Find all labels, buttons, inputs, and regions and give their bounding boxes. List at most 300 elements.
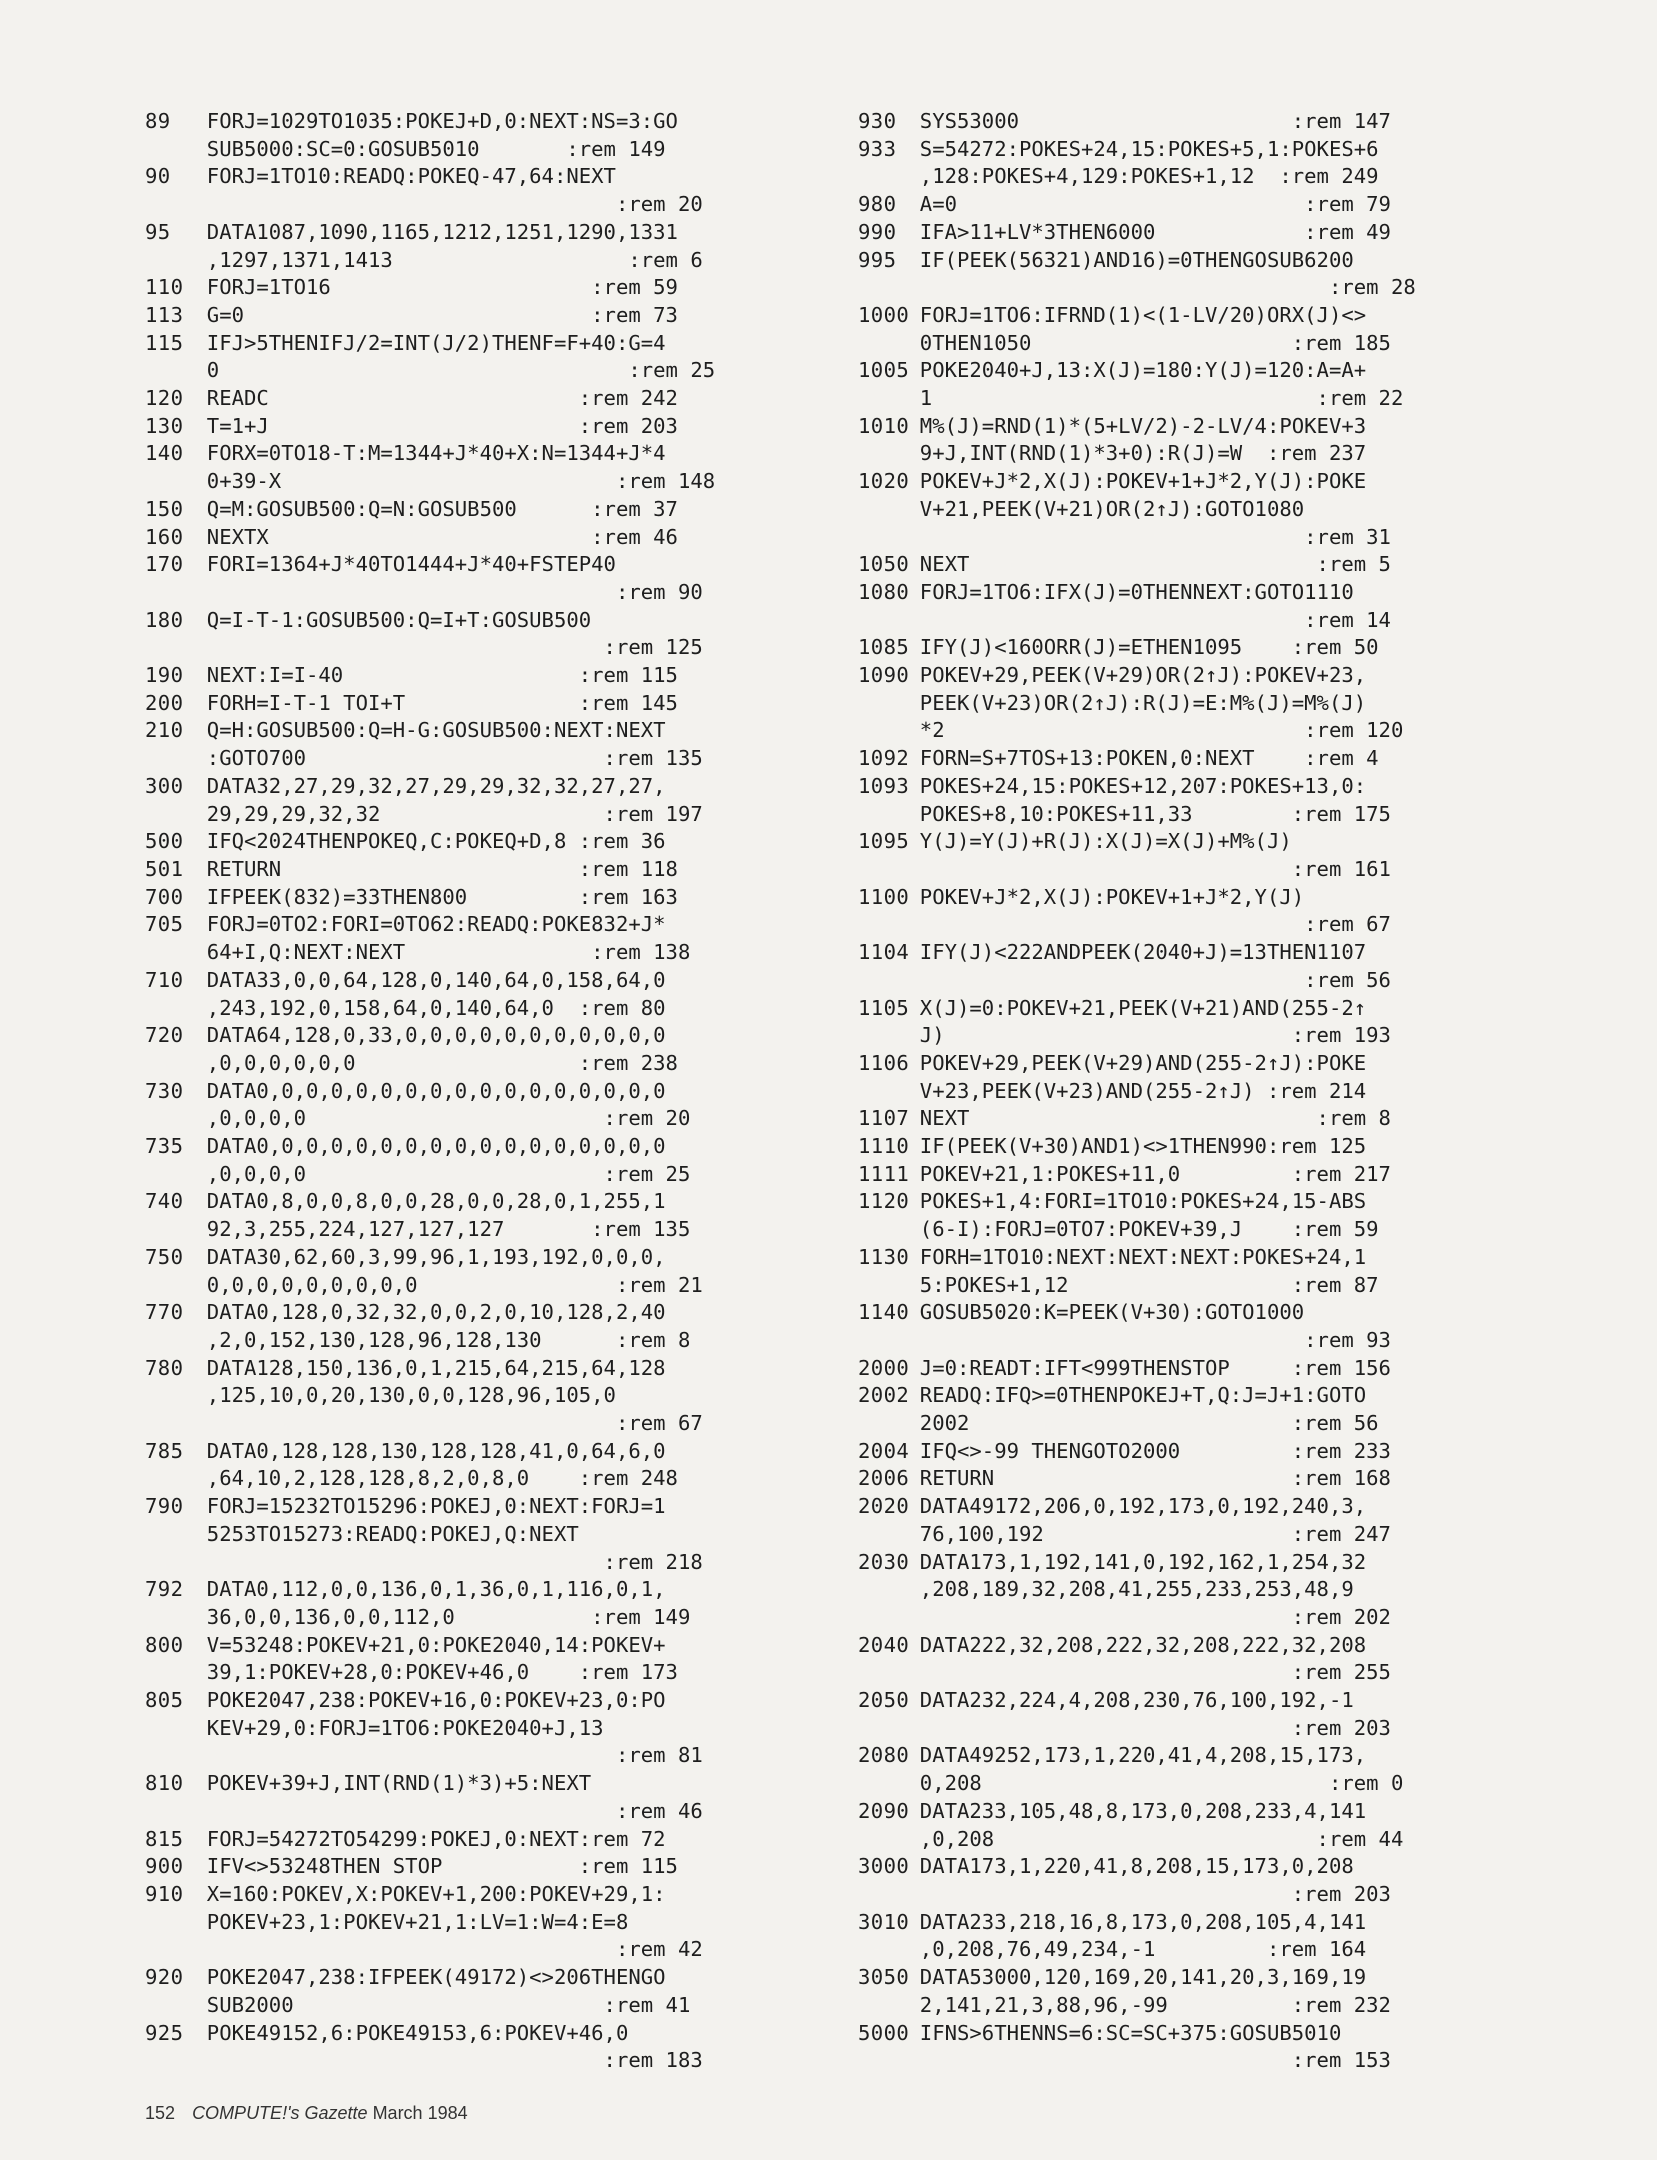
- line-code: [207, 413, 678, 441]
- line-number: 1130: [858, 1244, 910, 1269]
- code-segment: A=0 :rem 79: [919, 192, 1391, 217]
- code-segment: POKEV+21,1:POKES+11,0 :rem 217: [919, 1161, 1391, 1186]
- line-code: [207, 717, 703, 772]
- code-segment: NEXT :rem 8: [919, 1106, 1391, 1131]
- line-number: 1093: [858, 773, 910, 798]
- code-segment: FORJ=0TO2:FORI=0TO62:READQ:POKE832+J*: [206, 912, 666, 937]
- line-number: 2080: [858, 1743, 910, 1768]
- code-segment: ,1297,1371,1413 :rem 6: [206, 247, 703, 272]
- line-number: 1010: [858, 413, 910, 438]
- program-line: [145, 496, 825, 524]
- program-line: [145, 1493, 825, 1576]
- program-line: [145, 413, 825, 441]
- program-line: [858, 357, 1548, 412]
- code-segment: NEXT :rem 5: [919, 552, 1391, 577]
- line-number: 2006: [858, 1466, 910, 1491]
- code-segment: FORJ=54272TO54299:POKEJ,0:NEXT:rem 72: [206, 1826, 666, 1851]
- line-number: 2040: [858, 1632, 910, 1657]
- line-number: 89: [145, 109, 171, 133]
- code-segment: X=160:POKEV,X:POKEV+1,200:POKEV+29,1:: [206, 1882, 666, 1906]
- program-line: [145, 302, 825, 330]
- line-code: [920, 247, 1416, 302]
- line-code: [207, 274, 678, 302]
- code-segment: IFY(J)<222ANDPEEK(2040+J)=13THEN1107: [919, 940, 1367, 965]
- line-code: [920, 1632, 1391, 1687]
- line-code: [207, 2020, 703, 2075]
- line-number: 710: [145, 967, 184, 992]
- program-line: [145, 1299, 825, 1354]
- program-line: [858, 1964, 1548, 2019]
- line-number: 790: [145, 1494, 184, 1519]
- line-number: 200: [145, 690, 184, 715]
- code-segment: DATA33,0,0,64,128,0,140,64,0,158,64,0: [206, 967, 666, 992]
- program-line: [145, 1687, 825, 1770]
- code-segment: POKEV+J*2,X(J):POKEV+1+J*2,Y(J):POKE: [919, 469, 1367, 494]
- code-segment: FORH=I-T-1 TOI+T :rem 145: [206, 690, 678, 715]
- code-segment: :rem 31: [919, 524, 1391, 549]
- code-segment: 92,3,255,224,127,127,127 :rem 135: [206, 1217, 691, 1242]
- line-number: 1104: [858, 940, 910, 965]
- program-line: [858, 1798, 1548, 1853]
- issue-date: March 1984: [372, 2103, 468, 2123]
- line-code: [207, 1244, 703, 1299]
- code-segment: 76,100,192 :rem 247: [919, 1521, 1391, 1546]
- code-segment: IFQ<>-99 THENGOTO2000 :rem 233: [919, 1438, 1391, 1463]
- line-number: 2000: [858, 1355, 910, 1380]
- line-number: 1105: [858, 995, 910, 1020]
- code-segment: ,243,192,0,158,64,0,140,64,0 :rem 80: [206, 995, 666, 1020]
- line-code: [207, 524, 678, 552]
- code-segment: :rem 218: [206, 1549, 703, 1574]
- program-line: [145, 884, 825, 912]
- line-number: 1110: [858, 1134, 910, 1159]
- program-line: [858, 1742, 1548, 1797]
- program-line: [145, 1244, 825, 1299]
- line-code: [920, 828, 1391, 883]
- line-code: [920, 745, 1379, 773]
- line-code: [207, 1770, 703, 1825]
- code-segment: G=0 :rem 73: [206, 302, 678, 327]
- code-segment: ,2,0,152,130,128,96,128,130 :rem 8: [206, 1327, 691, 1352]
- line-number: 1000: [858, 302, 910, 327]
- line-code: [920, 884, 1391, 939]
- line-number: 1050: [858, 552, 910, 577]
- code-segment: DATA173,1,220,41,8,208,15,173,0,208: [919, 1854, 1354, 1879]
- code-segment: V=53248:POKEV+21,0:POKE2040,14:POKEV+: [206, 1632, 666, 1657]
- listing-right-column: [858, 108, 1548, 2075]
- code-segment: DATA30,62,60,3,99,96,1,193,192,0,0,0,: [206, 1244, 666, 1269]
- line-code: [920, 2020, 1391, 2075]
- code-segment: :rem 203: [919, 1882, 1391, 1906]
- code-segment: :rem 46: [206, 1798, 703, 1823]
- code-segment: RETURN :rem 168: [919, 1466, 1391, 1491]
- line-number: 113: [145, 302, 184, 327]
- line-number: 1095: [858, 829, 910, 854]
- code-segment: 9+J,INT(RND(1)*3+0):R(J)=W :rem 237: [919, 441, 1367, 466]
- code-segment: DATA49172,206,0,192,173,0,192,240,3,: [919, 1494, 1367, 1519]
- code-segment: NEXT:I=I-40 :rem 115: [206, 663, 678, 688]
- program-line: [145, 219, 825, 274]
- line-number: 1090: [858, 663, 910, 688]
- code-segment: DATA232,224,4,208,230,76,100,192,-1: [919, 1688, 1354, 1713]
- code-segment: POKEV+23,1:POKEV+21,1:LV=1:W=4:E=8: [206, 1909, 629, 1934]
- program-line: [145, 911, 825, 966]
- code-segment: :rem 93: [919, 1327, 1391, 1352]
- code-segment: :rem 153: [919, 2048, 1391, 2073]
- program-line: [145, 551, 825, 606]
- line-number: 700: [145, 884, 184, 909]
- line-code: [207, 1022, 678, 1077]
- code-segment: POKE49152,6:POKE49153,6:POKEV+46,0: [206, 2020, 629, 2045]
- line-number: 3000: [858, 1854, 910, 1879]
- line-number: 815: [145, 1826, 184, 1851]
- program-line: [145, 1438, 825, 1493]
- line-number: 2020: [858, 1494, 910, 1519]
- code-segment: :rem 203: [919, 1715, 1391, 1740]
- code-segment: J=0:READT:IFT<999THENSTOP :rem 156: [919, 1355, 1391, 1380]
- line-number: 210: [145, 718, 184, 743]
- code-segment: IFPEEK(832)=33THEN800 :rem 163: [206, 884, 678, 909]
- program-line: [858, 2020, 1548, 2075]
- line-code: [207, 302, 678, 330]
- code-segment: :rem 81: [206, 1743, 703, 1768]
- line-number: 735: [145, 1134, 184, 1159]
- program-line: [858, 828, 1548, 883]
- line-number: 500: [145, 829, 184, 854]
- line-code: [920, 1438, 1391, 1466]
- program-line: [145, 1770, 825, 1825]
- code-segment: KEV+29,0:FORJ=1TO6:POKE2040+J,13: [206, 1715, 604, 1740]
- line-number: 2004: [858, 1438, 910, 1463]
- line-code: [207, 219, 703, 274]
- line-number: 810: [145, 1771, 184, 1796]
- program-line: [858, 551, 1548, 579]
- line-number: 140: [145, 441, 184, 466]
- code-segment: (6-I):FORJ=0TO7:POKEV+39,J :rem 59: [919, 1217, 1379, 1242]
- code-segment: 5:POKES+1,12 :rem 87: [919, 1272, 1379, 1297]
- line-code: [207, 773, 703, 828]
- program-line: [858, 468, 1548, 551]
- program-line: [145, 274, 825, 302]
- program-line: [858, 1050, 1548, 1105]
- code-segment: 0+39-X :rem 148: [206, 469, 716, 494]
- code-segment: IFA>11+LV*3THEN6000 :rem 49: [919, 219, 1391, 244]
- line-code: [920, 1909, 1366, 1964]
- code-segment: :rem 56: [919, 967, 1391, 992]
- code-segment: DATA64,128,0,33,0,0,0,0,0,0,0,0,0,0,0: [206, 1023, 666, 1048]
- program-line: [145, 1964, 825, 2019]
- line-code: [207, 1493, 703, 1576]
- line-code: [207, 440, 715, 495]
- line-code: [920, 219, 1391, 247]
- code-segment: POKEV+39+J,INT(RND(1)*3)+5:NEXT: [206, 1771, 592, 1796]
- code-segment: FORJ=1TO16 :rem 59: [206, 275, 678, 300]
- program-line: [858, 1161, 1548, 1189]
- program-line: [858, 1438, 1548, 1466]
- line-code: [207, 967, 666, 1022]
- code-segment: *2 :rem 120: [919, 718, 1404, 743]
- line-number: 501: [145, 856, 184, 881]
- code-segment: DATA1087,1090,1165,1212,1251,1290,1331: [206, 219, 678, 244]
- line-code: [207, 1687, 703, 1770]
- code-segment: FORJ=1029TO1035:POKEJ+D,0:NEXT:NS=3:GO: [206, 109, 678, 133]
- code-segment: 5253TO15273:READQ:POKEJ,Q:NEXT: [206, 1521, 579, 1546]
- line-number: 5000: [858, 2020, 910, 2045]
- program-line: [145, 967, 825, 1022]
- program-line: [858, 1355, 1548, 1383]
- code-segment: DATA233,105,48,8,173,0,208,233,4,141: [919, 1798, 1367, 1823]
- program-line: [858, 884, 1548, 939]
- code-segment: SUB5000:SC=0:GOSUB5010 :rem 149: [206, 136, 666, 161]
- code-segment: T=1+J :rem 203: [206, 413, 678, 438]
- line-number: 980: [858, 192, 897, 217]
- program-line: [145, 1853, 825, 1881]
- line-number: 990: [858, 219, 897, 244]
- program-line: [145, 662, 825, 690]
- code-segment: S=54272:POKES+24,15:POKES+5,1:POKES+6: [919, 136, 1379, 161]
- code-segment: 0 :rem 25: [206, 358, 716, 383]
- line-code: [207, 1133, 691, 1188]
- line-number: 2050: [858, 1688, 910, 1713]
- code-segment: DATA0,0,0,0,0,0,0,0,0,0,0,0,0,0,0,0,0: [206, 1134, 666, 1159]
- code-segment: POKES+1,4:FORI=1TO10:POKES+24,15-ABS: [919, 1189, 1367, 1214]
- code-segment: Q=H:GOSUB500:Q=H-G:GOSUB500:NEXT:NEXT: [206, 718, 666, 743]
- code-segment: ,0,208 :rem 44: [919, 1826, 1404, 1851]
- line-number: 720: [145, 1023, 184, 1048]
- code-segment: :rem 42: [206, 1937, 703, 1962]
- line-number: 925: [145, 2020, 184, 2045]
- code-segment: FORX=0TO18-T:M=1344+J*40+X:N=1344+J*4: [206, 441, 666, 466]
- code-segment: :rem 90: [206, 579, 703, 604]
- line-number: 1020: [858, 469, 910, 494]
- code-segment: FORH=1TO10:NEXT:NEXT:NEXT:POKES+24,1: [919, 1244, 1367, 1269]
- code-segment: DATA233,218,16,8,173,0,208,105,4,141: [919, 1909, 1367, 1934]
- line-code: [920, 1244, 1379, 1299]
- line-code: [920, 634, 1379, 662]
- code-segment: DATA53000,120,169,20,141,20,3,169,19: [919, 1965, 1367, 1990]
- code-segment: ,0,0,0,0 :rem 20: [206, 1106, 691, 1131]
- code-segment: READC :rem 242: [206, 386, 678, 411]
- program-line: [858, 1188, 1548, 1243]
- line-number: 792: [145, 1577, 184, 1602]
- code-segment: FORN=S+7TOS+13:POKEN,0:NEXT :rem 4: [919, 746, 1379, 771]
- code-segment: :rem 255: [919, 1660, 1391, 1685]
- line-number: 160: [145, 524, 184, 549]
- code-segment: POKE2047,238:IFPEEK(49172)<>206THENGO: [206, 1965, 666, 1990]
- line-code: [207, 1881, 703, 1964]
- code-segment: DATA32,27,29,32,27,29,29,32,32,27,27,: [206, 773, 666, 798]
- code-segment: POKES+8,10:POKES+11,33 :rem 175: [919, 801, 1391, 826]
- code-segment: IFNS>6THENNS=6:SC=SC+375:GOSUB5010: [919, 2020, 1342, 2045]
- code-segment: DATA0,128,0,32,32,0,0,2,0,10,128,2,40: [206, 1300, 666, 1325]
- line-code: [207, 856, 678, 884]
- code-segment: GOSUB5020:K=PEEK(V+30):GOTO1000: [919, 1300, 1305, 1325]
- program-line: [145, 1881, 825, 1964]
- code-segment: ,208,189,32,208,41,255,233,253,48,9: [919, 1577, 1354, 1602]
- line-code: [920, 108, 1391, 136]
- code-segment: 0,0,0,0,0,0,0,0,0 :rem 21: [206, 1272, 703, 1297]
- line-number: 1005: [858, 358, 910, 383]
- program-line: [145, 828, 825, 856]
- line-number: 115: [145, 330, 184, 355]
- line-number: 1092: [858, 746, 910, 771]
- program-line: [145, 1133, 825, 1188]
- line-number: 770: [145, 1300, 184, 1325]
- line-number: 910: [145, 1882, 184, 1906]
- code-segment: ,0,208,76,49,234,-1 :rem 164: [919, 1937, 1367, 1962]
- code-segment: DATA222,32,208,222,32,208,222,32,208: [919, 1632, 1367, 1657]
- line-code: [207, 1438, 678, 1493]
- line-number: 190: [145, 663, 184, 688]
- line-code: [920, 357, 1404, 412]
- code-segment: :rem 125: [206, 635, 703, 660]
- code-segment: FORJ=1TO6:IFRND(1)<(1-LV/20)ORX(J)<>: [919, 302, 1367, 327]
- code-segment: IF(PEEK(V+30)AND1)<>1THEN990:rem 125: [919, 1134, 1367, 1159]
- code-segment: IF(PEEK(56321)AND16)=0THENGOSUB6200: [919, 247, 1354, 272]
- program-line: [145, 108, 825, 163]
- line-code: [207, 1188, 691, 1243]
- line-number: 995: [858, 247, 897, 272]
- line-code: [920, 1382, 1379, 1437]
- code-segment: 2,141,21,3,88,96,-99 :rem 232: [919, 1992, 1391, 2017]
- program-line: [145, 163, 825, 218]
- program-line: [145, 440, 825, 495]
- line-code: [207, 1853, 678, 1881]
- line-code: [207, 884, 678, 912]
- line-code: [207, 911, 691, 966]
- line-number: 780: [145, 1355, 184, 1380]
- code-segment: POKE2047,238:POKEV+16,0:POKEV+23,0:PO: [206, 1688, 666, 1713]
- line-number: 1100: [858, 884, 910, 909]
- code-segment: V+23,PEEK(V+23)AND(255-2↑J) :rem 214: [919, 1078, 1367, 1103]
- code-segment: NEXTX :rem 46: [206, 524, 678, 549]
- code-segment: POKEV+29,PEEK(V+29)OR(2↑J):POKEV+23,: [919, 663, 1367, 688]
- line-code: [207, 1355, 703, 1438]
- program-line: [858, 995, 1548, 1050]
- program-line: [858, 634, 1548, 662]
- line-code: [920, 1549, 1391, 1632]
- code-segment: DATA0,8,0,0,8,0,0,28,0,0,28,0,1,255,1: [206, 1189, 666, 1214]
- line-number: 740: [145, 1189, 184, 1214]
- code-segment: 64+I,Q:NEXT:NEXT :rem 138: [206, 940, 691, 965]
- code-segment: IFJ>5THENIFJ/2=INT(J/2)THENF=F+40:G=4: [206, 330, 666, 355]
- code-segment: DATA173,1,192,141,0,192,162,1,254,32: [919, 1549, 1367, 1574]
- code-segment: :rem 161: [919, 856, 1391, 881]
- code-segment: :rem 14: [919, 607, 1391, 632]
- line-number: 95: [145, 219, 171, 244]
- line-code: [920, 1798, 1404, 1853]
- program-line: [858, 1632, 1548, 1687]
- line-code: [920, 939, 1391, 994]
- line-number: 1106: [858, 1050, 910, 1075]
- code-segment: DATA0,0,0,0,0,0,0,0,0,0,0,0,0,0,0,0,0: [206, 1078, 666, 1103]
- program-line: [858, 191, 1548, 219]
- line-code: [920, 1050, 1366, 1105]
- line-code: [207, 1299, 691, 1354]
- line-number: 705: [145, 912, 184, 937]
- line-code: [920, 302, 1391, 357]
- code-segment: 0THEN1050 :rem 185: [919, 330, 1391, 355]
- program-line: [145, 607, 825, 662]
- program-line: [145, 524, 825, 552]
- code-segment: :rem 183: [206, 2048, 703, 2073]
- line-number: 110: [145, 275, 184, 300]
- program-line: [145, 1576, 825, 1631]
- code-segment: FORJ=1TO10:READQ:POKEQ-47,64:NEXT: [206, 164, 616, 189]
- line-number: 800: [145, 1632, 184, 1657]
- program-line: [145, 1632, 825, 1687]
- line-code: [207, 330, 715, 385]
- code-segment: POKE2040+J,13:X(J)=180:Y(J)=120:A=A+: [919, 358, 1367, 383]
- code-segment: ,128:POKES+4,129:POKES+1,12 :rem 249: [919, 164, 1379, 189]
- line-number: 1140: [858, 1300, 910, 1325]
- code-segment: Q=I-T-1:GOSUB500:Q=I+T:GOSUB500: [206, 607, 592, 632]
- line-number: 3050: [858, 1965, 910, 1990]
- line-code: [920, 551, 1391, 579]
- code-segment: 1 :rem 22: [919, 386, 1404, 411]
- program-line: [145, 1188, 825, 1243]
- line-code: [207, 496, 678, 524]
- line-code: [207, 163, 703, 218]
- program-line: [858, 1549, 1548, 1632]
- program-line: [858, 1382, 1548, 1437]
- line-number: 1111: [858, 1161, 910, 1186]
- line-code: [920, 136, 1379, 191]
- line-code: [920, 662, 1404, 745]
- program-line: [858, 108, 1548, 136]
- line-number: 930: [858, 109, 897, 133]
- program-line: [858, 302, 1548, 357]
- code-segment: POKEV+29,PEEK(V+29)AND(255-2↑J):POKE: [919, 1050, 1367, 1075]
- code-segment: RETURN :rem 118: [206, 856, 678, 881]
- line-code: [920, 1355, 1391, 1383]
- page-number: 152: [145, 2103, 176, 2123]
- program-line: [858, 1853, 1548, 1908]
- code-segment: READQ:IFQ>=0THENPOKEJ+T,Q:J=J+1:GOTO: [919, 1383, 1367, 1408]
- line-number: 1080: [858, 579, 910, 604]
- line-number: 3010: [858, 1909, 910, 1934]
- line-code: [207, 1576, 691, 1631]
- line-code: [920, 1133, 1366, 1161]
- code-segment: 36,0,0,136,0,0,112,0 :rem 149: [206, 1604, 691, 1629]
- code-segment: :rem 28: [919, 275, 1416, 300]
- program-line: [145, 1022, 825, 1077]
- line-code: [207, 551, 703, 606]
- code-segment: SUB2000 :rem 41: [206, 1992, 691, 2017]
- code-segment: POKES+24,15:POKES+12,207:POKES+13,0:: [919, 773, 1367, 798]
- line-number: 2002: [858, 1383, 910, 1408]
- program-line: [858, 1465, 1548, 1493]
- line-number: 2090: [858, 1798, 910, 1823]
- code-segment: Y(J)=Y(J)+R(J):X(J)=X(J)+M%(J): [919, 829, 1292, 854]
- code-segment: :rem 20: [206, 192, 703, 217]
- code-segment: V+21,PEEK(V+21)OR(2↑J):GOTO1080: [919, 496, 1305, 521]
- magazine-title: COMPUTE!'s Gazette: [192, 2103, 368, 2123]
- line-number: 805: [145, 1688, 184, 1713]
- program-line: [858, 413, 1548, 468]
- line-code: [920, 1465, 1391, 1493]
- line-code: [920, 1161, 1391, 1189]
- line-number: 785: [145, 1438, 184, 1463]
- line-number: 920: [145, 1965, 184, 1990]
- program-line: [858, 1909, 1548, 1964]
- program-line: [858, 662, 1548, 745]
- code-segment: IFV<>53248THEN STOP :rem 115: [206, 1854, 678, 1879]
- program-line: [858, 745, 1548, 773]
- line-code: [207, 607, 703, 662]
- program-line: [858, 1299, 1548, 1354]
- line-code: [920, 1188, 1379, 1243]
